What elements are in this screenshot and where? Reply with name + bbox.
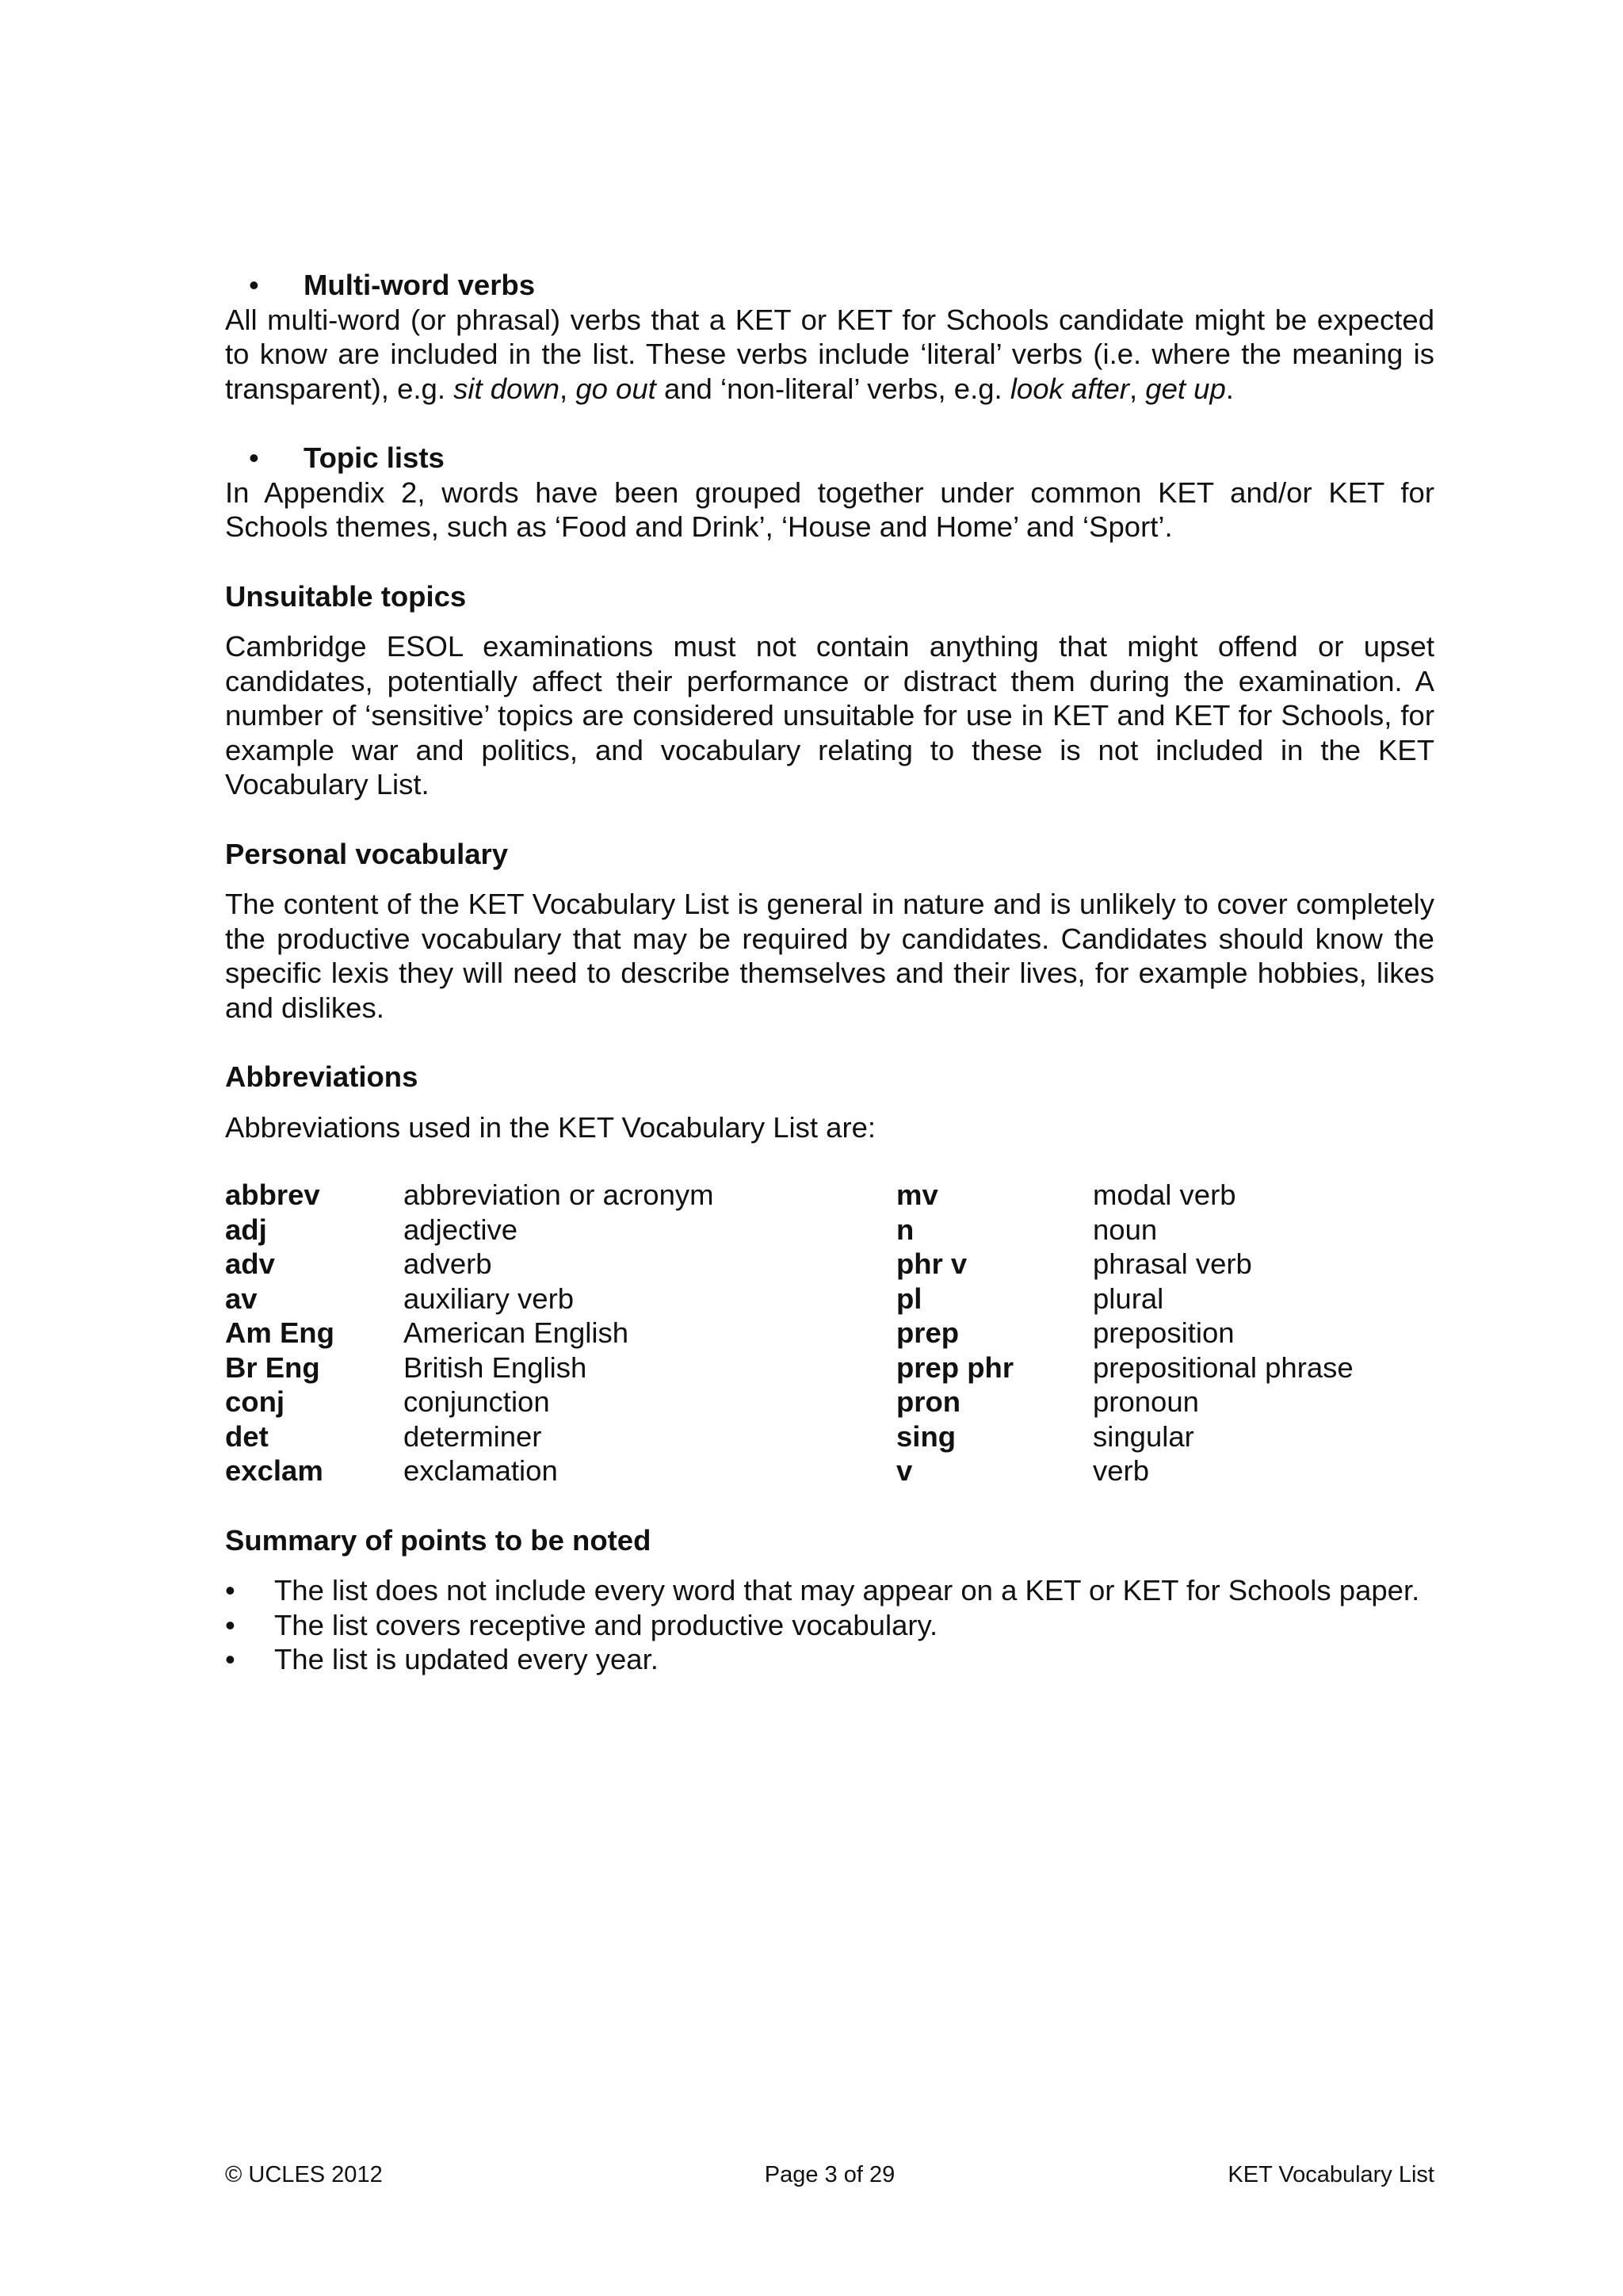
- abbreviation-row: mv modal verb: [896, 1179, 1236, 1211]
- abbreviations-right-column: [896, 1178, 1426, 1488]
- abbreviation-row: adj adjective: [225, 1213, 518, 1246]
- unsuitable-topics-heading: Unsuitable topics: [225, 579, 467, 613]
- bullet: •: [225, 1574, 235, 1606]
- abbreviation-row: prep preposition: [896, 1316, 1235, 1349]
- page-content: [225, 268, 1434, 1677]
- summary-list: [225, 1573, 1434, 1677]
- multiword-paragraph: All multi-word (or phrasal) verbs that a KET or KET for Schools candidate might be expected to know are included in the list. These verbs include ‘literal’ verbs (i.e. where the meaning is transparent), e.g. sit down, go out and ‘non-literal’ verbs, e.g. look after, get up.: [225, 303, 1434, 405]
- abbreviation-row: v verb: [896, 1454, 1150, 1487]
- multiword-heading: • Multi-word verbs: [225, 268, 1434, 303]
- abbreviation-row: abbrev abbreviation or acronym: [225, 1179, 714, 1211]
- personal-vocabulary-heading: Personal vocabulary: [225, 837, 509, 870]
- abbreviation-row: pl plural: [896, 1282, 1164, 1315]
- abbreviations-heading: Abbreviations: [225, 1060, 418, 1093]
- abbreviations-table: [225, 1178, 1434, 1488]
- abbreviation-row: exclam exclamation: [225, 1454, 558, 1487]
- topic-lists-paragraph: In Appendix 2, words have been grouped together under common KET and/or KET for Schools themes, such as ‘Food and Drink’, ‘House and Home’ and ‘Sport’.: [225, 476, 1434, 543]
- list-item: • The list does not include every word that may appear on a KET or KET for Schools paper.: [225, 1574, 1420, 1606]
- bullet: •: [225, 1643, 235, 1675]
- abbreviation-row: conj conjunction: [225, 1385, 550, 1418]
- abbreviation-row: Br Eng British English: [225, 1350, 587, 1384]
- list-item: • The list covers receptive and productive vocabulary.: [225, 1608, 938, 1641]
- personal-vocabulary-paragraph: The content of the KET Vocabulary List is general in nature and is unlikely to cover completely the productive vocabulary that may be required by candidates. Candidates should know the specific lexis they will need to describe themselves and their lives, for example hobbies, likes and dislikes.: [225, 888, 1434, 1024]
- unsuitable-topics-paragraph: Cambridge ESOL examinations must not contain anything that might offend or upset candidates, potentially affect their performance or distract them during the examination. A number of ‘sensitive’ topics are considered unsuitable for use in KET and KET for Schools, for example war and politics, and vocabulary relating to these is not included in the KET Vocabulary List.: [225, 630, 1434, 800]
- topic-lists-heading: • Topic lists: [225, 441, 1434, 476]
- bullet: •: [249, 441, 259, 474]
- abbreviation-row: prep phr prepositional phrase: [896, 1350, 1354, 1384]
- abbreviation-row: det determiner: [225, 1419, 542, 1453]
- footer-page-number: Page 3 of 29: [764, 2162, 896, 2187]
- abbreviation-row: n noun: [896, 1213, 1158, 1246]
- page-footer: [225, 2160, 1434, 2189]
- abbreviations-intro: Abbreviations used in the KET Vocabulary List are:: [225, 1110, 876, 1144]
- bullet: •: [225, 1608, 235, 1641]
- abbreviations-left-column: [225, 1178, 896, 1488]
- summary-heading: Summary of points to be noted: [225, 1523, 651, 1557]
- list-item: • The list is updated every year.: [225, 1643, 659, 1675]
- abbreviation-row: sing singular: [896, 1419, 1194, 1453]
- footer-copyright: © UCLES 2012: [225, 2162, 383, 2187]
- footer-document-title: KET Vocabulary List: [1228, 2162, 1434, 2187]
- abbreviation-row: av auxiliary verb: [225, 1282, 575, 1315]
- abbreviation-row: phr v phrasal verb: [896, 1247, 1252, 1280]
- abbreviation-row: pron pronoun: [896, 1385, 1199, 1418]
- abbreviation-row: adv adverb: [225, 1247, 492, 1280]
- bullet: •: [249, 269, 259, 301]
- abbreviation-row: Am Eng American English: [225, 1316, 629, 1349]
